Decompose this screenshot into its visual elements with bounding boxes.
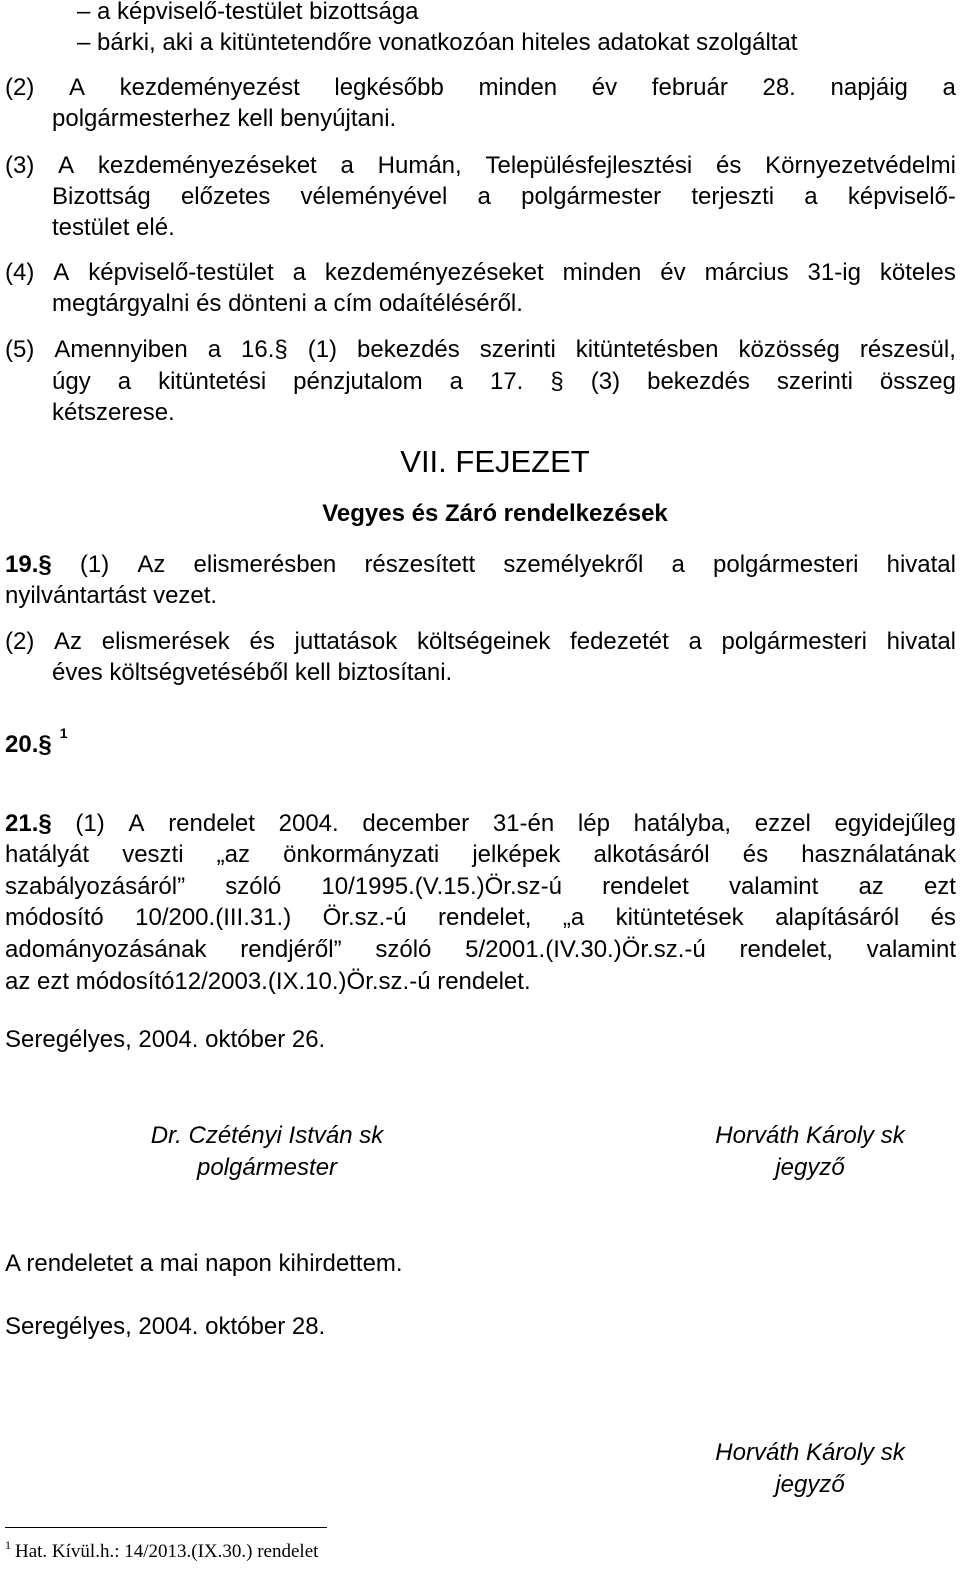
section-21-number: 21.§ — [5, 810, 52, 837]
footnote-reference: 1 — [59, 725, 68, 741]
section-19-para-2-line-1: (2) Az elismerések és juttatások költségeinek fedezetét a polgármesteri hivatal — [5, 628, 956, 655]
paragraph-4-line-1: (4) A képviselő-testület a kezdeményezéseket minden év március 31-ig köteles — [5, 259, 956, 286]
list-item-anyone: – bárki, aki a kitüntetendőre vonatkozóan hiteles adatokat szolgáltat — [77, 29, 798, 56]
promulgation-note: A rendeletet a mai napon kihirdettem. — [5, 1250, 403, 1277]
list-item-committee: – a képviselő-testület bizottsága — [77, 0, 419, 25]
section-21-line-3: szabályozásáról” szóló 10/1995.(V.15.)Ör.sz-ú rendelet valamint az ezt — [5, 873, 956, 900]
section-21-line-4: módosító 10/200.(III.31.) Ör.sz.-ú rendelet, „a kitüntetések alapításáról és — [5, 904, 956, 931]
signature-notary-name: Horváth Károly sk — [715, 1122, 905, 1149]
signature-notary — [660, 1120, 960, 1184]
paragraph-3-line-3: testület elé. — [52, 214, 175, 241]
section-20-number: 20.§ — [5, 731, 52, 758]
signature-mayor-name: Dr. Czétényi István sk — [150, 1122, 384, 1149]
section-21-line-2: hatályát veszti „az önkormányzati jelképek alkotásáról és használatának — [5, 841, 956, 868]
signature-notary-2-name: Horváth Károly sk — [715, 1439, 905, 1466]
paragraph-5-line-1: (5) Amennyiben a 16.§ (1) bekezdés szerinti kitüntetésben közösség részesül, — [5, 336, 956, 363]
signature-mayor — [117, 1120, 417, 1184]
place-date-2: Seregélyes, 2004. október 28. — [5, 1313, 326, 1340]
section-19-para-2-line-2: éves költségvetéséből kell biztosítani. — [52, 659, 453, 686]
signature-notary-2 — [660, 1437, 960, 1501]
footnote — [5, 1538, 318, 1563]
paragraph-3-line-2: Bizottság előzetes véleményével a polgármester terjeszti a képviselő- — [52, 183, 956, 210]
paragraph-5-line-2: úgy a kitüntetési pénzjutalom a 17. § (3) bekezdés szerinti összeg — [52, 368, 956, 395]
chapter-number: VII. FEJEZET — [400, 444, 590, 479]
section-21-line-6: az ezt módosító12/2003.(IX.10.)Ör.sz.-ú rendelet. — [5, 968, 531, 995]
signature-notary-role: jegyző — [775, 1154, 845, 1181]
place-date-1: Seregélyes, 2004. október 26. — [5, 1026, 326, 1053]
section-20 — [5, 718, 68, 760]
section-19-line-1: 19.§ (1) Az elismerésben részesített személyekről a polgármesteri hivatal — [5, 551, 956, 578]
section-19-number: 19.§ — [5, 551, 52, 578]
section-21-line-1: 21.§ (1) A rendelet 2004. december 31-én lép hatályba, ezzel egyidejűleg — [5, 810, 956, 837]
footnote-mark: 1 — [5, 1538, 11, 1552]
paragraph-4-line-2: megtárgyalni és dönteni a cím odaítéléséről. — [52, 290, 523, 317]
signature-mayor-role: polgármester — [196, 1154, 338, 1181]
section-21-line-5: adományozásának rendjéről” szóló 5/2001.(IV.30.)Ör.sz.-ú rendelet, valamint — [5, 936, 956, 963]
signature-notary-2-role: jegyző — [775, 1471, 845, 1498]
paragraph-5-line-3: kétszerese. — [52, 399, 175, 426]
footnote-text: Hat. Kívül.h.: 14/2013.(IX.30.) rendelet — [15, 1541, 319, 1562]
chapter-title: Vegyes és Záró rendelkezések — [322, 500, 668, 527]
footnote-separator — [5, 1527, 327, 1528]
paragraph-2-line-1: (2) A kezdeményezést legkésőbb minden év február 28. napjáig a — [5, 74, 956, 101]
paragraph-2-line-2: polgármesterhez kell benyújtani. — [52, 105, 397, 132]
paragraph-3-line-1: (3) A kezdeményezéseket a Humán, Településfejlesztési és Környezetvédelmi — [5, 152, 956, 179]
section-19-line-2: nyilvántartást vezet. — [5, 582, 218, 609]
